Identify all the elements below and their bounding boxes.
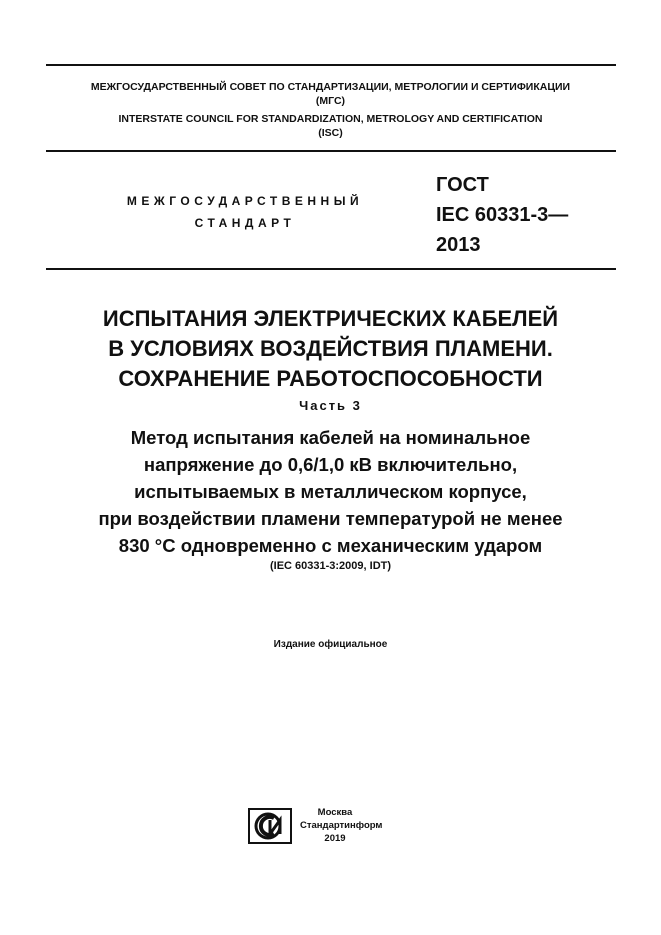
- iec-reference: (IEC 60331-3:2009, IDT): [269, 560, 392, 572]
- main-title-line2: В УСЛОВИЯХ ВОЗДЕЙСТВИЯ ПЛАМЕНИ.: [108, 336, 553, 361]
- council-en-abbr: (ISC): [318, 127, 343, 139]
- standard-code: [436, 170, 568, 260]
- council-ru: МЕЖГОСУДАРСТВЕННЫЙ СОВЕТ ПО СТАНДАРТИЗАЦИИ, МЕТРОЛОГИИ И СЕРТИФИКАЦИИ: [90, 81, 571, 93]
- header-rule: [46, 150, 616, 152]
- publisher-year: 2019: [324, 833, 346, 844]
- publisher-name: Стандартинформ: [300, 820, 383, 831]
- subtitle: [0, 424, 661, 559]
- subtitle-line2: напряжение до 0,6/1,0 кВ включительно,: [143, 454, 518, 475]
- part-label: Часть 3: [299, 398, 362, 413]
- edition-label: Издание официальное: [273, 639, 388, 650]
- top-rule: [46, 64, 616, 66]
- subtitle-line5: 830 °С одновременно с механическим ударом: [118, 535, 543, 556]
- standard-label-line2: СТАНДАРТ: [194, 216, 296, 230]
- title-rule: [46, 268, 616, 270]
- council-header: [0, 80, 661, 140]
- main-title-line1: ИСПЫТАНИЯ ЭЛЕКТРИЧЕСКИХ КАБЕЛЕЙ: [102, 306, 559, 331]
- council-ru-abbr: (МГС): [315, 95, 346, 107]
- standartinform-logo-icon: [248, 808, 292, 844]
- subtitle-line3: испытываемых в металлическом корпусе,: [134, 481, 527, 502]
- standard-code-line2: IEC 60331-3—: [436, 204, 569, 226]
- standard-label-line1: МЕЖГОСУДАРСТВЕННЫЙ: [126, 194, 364, 208]
- main-title: [0, 304, 661, 394]
- subtitle-line1: Метод испытания кабелей на номинальное: [130, 427, 531, 448]
- main-title-line3: СОХРАНЕНИЕ РАБОТОСПОСОБНОСТИ: [118, 366, 543, 391]
- standard-code-line1: ГОСТ: [436, 174, 489, 196]
- publisher-info: [300, 806, 383, 845]
- subtitle-line4: при воздействии пламени температурой не менее: [98, 508, 563, 529]
- council-en: INTERSTATE COUNCIL FOR STANDARDIZATION, METROLOGY AND CERTIFICATION: [118, 113, 543, 125]
- standard-label: [60, 190, 430, 234]
- publisher-city: Москва: [317, 807, 353, 818]
- standard-code-line3: 2013: [436, 234, 481, 256]
